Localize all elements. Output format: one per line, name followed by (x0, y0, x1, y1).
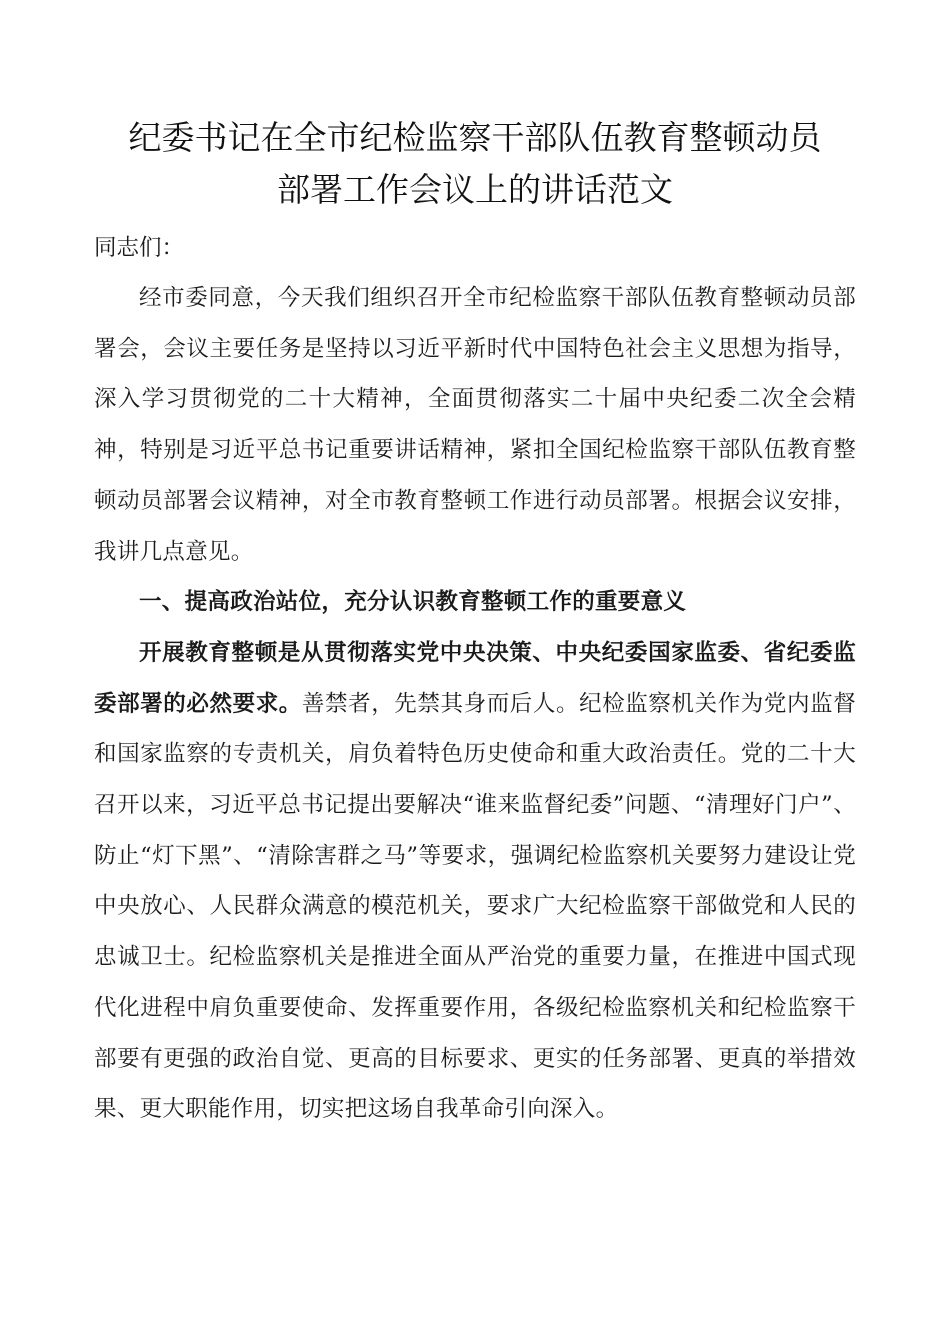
section-heading: 一、提高政治站位，充分认识教育整顿工作的重要意义 (139, 589, 687, 616)
document-title-line-2: 部署工作会议上的讲话范文 (277, 170, 673, 209)
intro-paragraph: 经市委同意，今天我们组织召开全市纪检监察干部队伍教育整顿动员部署会，会议主要任务是坚持以习近平新时代中国特色社会主义思想为指导，深入学习贯彻党的二十大精神，全面贯彻落实二十届中央纪委二次全会精神，特别是习近平总书记重要讲话精神，紧扣全国纪检监察干部队伍教育整顿动员部署会议精神，对全市教育整顿工作进行动员部署。根据会议安排，我讲几点意见。 (94, 285, 856, 565)
document-body (94, 223, 856, 1135)
paragraph-2 (94, 628, 856, 1135)
paragraph-2-body: 善禁者，先禁其身而后人。纪检监察机关作为党内监督和国家监察的专责机关，肩负着特色历史使命和重大政治责任。党的二十大召开以来，习近平总书记提出要解决“谁来监督纪委”问题、“清理好门户”、防止“灯下黑”、“清除害群之马”等要求，强调纪检监察机关要努力建设让党中央放心、人民群众满意的模范机关，要求广大纪检监察干部做党和人民的忠诚卫士。纪检监察机关是推进全面从严治党的重要力量，在推进中国式现代化进程中肩负重要使命、发挥重要作用，各级纪检监察机关和纪检监察干部要有更强的政治自觉、更高的目标要求、更实的任务部署、更真的举措效果、更大职能作用，切实把这场自我革命引向深入。 (94, 690, 857, 1123)
document-title-line-1: 纪委书记在全市纪检监察干部队伍教育整顿动员 (128, 118, 822, 157)
document-title (95, 112, 855, 216)
salutation: 同志们： (94, 235, 185, 261)
paragraph-2-lead: 开展教育整顿是从贯彻落实党中央决策、中央纪委国家监委、省纪委监委部署的必然要求。 (94, 639, 856, 717)
